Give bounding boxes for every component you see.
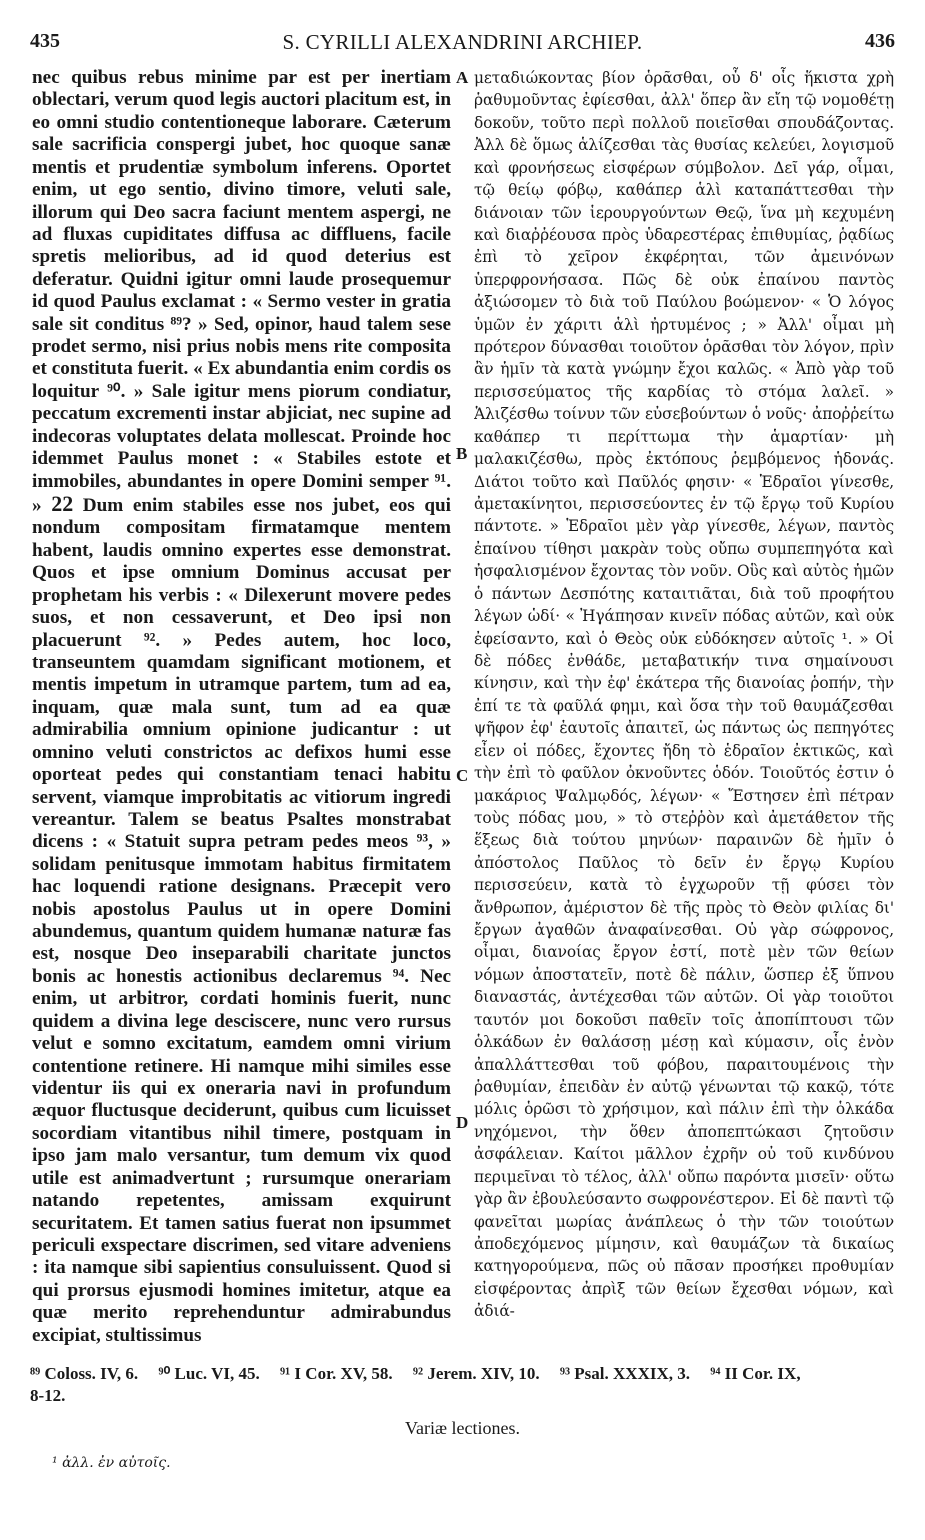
footnote: ⁹¹ I Cor. XV, 58. [279,1364,393,1383]
latin-text-2: Dum enim stabiles esse nos jubet, eos qui nondum compositam firmatamque mentem habent, laudis omnino expertes esse demonstrat. Quos et ipse omnium Dominus accusat per prophetam his verbis : « Dilexerunt movere pedes suos, et non cessaverunt, et Deo ipsi non placuerunt ⁹². » Pedes autem, hoc loco, transeuntem quamdam significant motionem, et mentis impetum in utramque partem, tum ad ea, inquam, quæ mala sunt, tum ad ea quæ admirabilia omnium opinione judicantur : ut omnino veluti constrictos ac defixos humi esse oporteat pedes qui constantiam tenaci habitu servent, viamque improbitatis ac vitiorum ingredi vereantur. Talem se beatus Psaltes monstrabat dicens : « Statuit supra petram pedes meos ⁹³, » solidam penitusque immotam habitus firmitatem hac loquendi ratione designans. Præcepit vero nobis apostolus Paulus ut in opere Domini abundemus, quantum quidem humanæ naturæ fas est, nosque Deo inseparabili charitate junctos bonis ac honestis actionibus declaremus ⁹⁴. Nec enim, ut arbitror, cordati hominis fuerit, nunc quidem a divina lege desciscere, nunc vero rursus velut e somno excitatum, eamdem omni virium contentione retinere. Hi namque mihi similes esse videntur iis qui ex oneraria navi in profundum æquor fluctusque deciderunt, quibus cum licuisset socordiam vitantibus nihil timere, postquam in ipso jam malo versantur, tum demum vix quod utile est animadvertunt ; rursumque onerariam natando repetentes, amissam exquirunt securitatem. Et tamen satius fuerat non ipsummet periculi exspectare discrimen, sed vitare adveniens : ita namque sibi sapientius consuluissent. Quod si qui prorsus ejusmodi homines imitetur, atque ea quæ merito reprehenduntur admirabundus excipiat, stultissimus [32,495,451,1346]
margin-marker-a: A [456,68,469,87]
page-number-left: 435 [30,30,60,52]
running-title: S. CYRILLI ALEXANDRINI ARCHIEP. [282,30,643,54]
latin-column [32,67,451,1360]
footnote-continuation: 8-12. [30,1386,66,1405]
margin-marker-d: D [456,1113,469,1132]
footnotes [30,1363,900,1407]
variae-heading: Variæ lectiones. [405,1418,520,1438]
page-header [0,30,925,60]
greek-text: μεταδιώκοντας βίον ὁρᾶσθαι, οὗ δ' οἷς ἥκιστα χρὴ ῥαθυμοῦντας ἐφίεσθαι, ἀλλ' ὅπερ ἂν εἴη τῷ νομοθέτῃ δοκοῦν, τοῦτο περὶ πολλοῦ ποιεῖσθαι σπουδάζοντας. Ἀλλ δὲ ὅμως ἁλίζεσθαι τὰς θυσίας κελεύει, λογισμοῦ καὶ φρονήσεως εἰσφέρων σύμβολον. Δεῖ γάρ, οἶμαι, τῷ θείῳ φόβῳ, καθάπερ ἁλὶ καταπάττεσθαι τὴν διάνοιαν τῶν ἱερουργούντων Θεῷ, ἵνα μὴ κεχυμένη καὶ διαῤῥέουσα πρὸς ὑδαρεστέρας ἐπιθυμίας, ῥᾳδίως ἐπὶ τὸ χεῖρον ἐκφέρηται, τῶν ἀμεινόνων ὑπερφρονήσασα. Πῶς δὲ οὐκ ἐπαίνου παντὸς ἀξιώσομεν τὸ διὰ τοῦ Παύλου βοώμενον· « Ὁ λόγος ὑμῶν ἐν χάριτι ἁλὶ ἠρτυμένος ; » Ἀλλ' οἶμαι μὴ πρότερον δύνασθαι τοιοῦτον ὁρᾶσθαι τὸν λόγον, πρὶν ἂν ἡμῖν τὰ κατὰ γνώμην ἔχοι καλῶς. « Ἀπὸ γὰρ τοῦ περισσεύματος τῆς καρδίας τὸ στόμα λαλεῖ. » Ἁλιζέσθω τοίνυν τῶν εὐσεβούντων ὁ νοῦς· ἀποῤῥείτω καθάπερ τι περίττωμα τὴν ἁμαρτίαν· μὴ μαλακιζέσθω, πρὸς ἐκτόπους ῥεμβόμενος ἡδονάς. Διάτοι τοῦτο καὶ Παῦλός φησιν· « Ἑδραῖοι γίνεσθε, ἀμετακίνητοι, περισσεύοντες ἐν τῷ ἔργῳ τοῦ Κυρίου πάντοτε. » Ἑδραῖοι μὲν γὰρ γίνεσθε, λέγων, παντὸς ἐπαίνου τίθησι μακρὰν τοὺς οὔπω συμπεπηγότα καὶ ἠσφαλισμένον ἔχοντας τὸν νοῦν. Οὓς καὶ αὐτὸς ἡμῶν ὁ πάντων Δεσπότης καταιτιᾶται, διὰ τοῦ προφήτου λέγων ὡδί· « Ἠγάπησαν κινεῖν πόδας αὐτῶν, καὶ οὐκ ἐφείσαντο, καὶ ὁ Θεὸς οὐκ εὐδόκησεν αὐτοῖς ¹. » Οἱ δὲ πόδες ἐνθάδε, μεταβατικήν τινα σημαίνουσι κίνησιν, καὶ τὴν ἐφ' ἑκάτερα τῆς διανοίας ῥοπήν, τὴν ἐπί τε τὰ φαῦλά φημι, καὶ ὅσα τὴν τοῦ θαυμάζεσθαι ψῆφον ἐφ' ἑαυτοῖς ἀπαιτεῖ, ὡς πάντως ὡς πεπηγότες εἶεν οἱ πόδες, ἔχοντες ἤδη τὸ ἑδραῖον ἐκτικῶς, καὶ τὴν ἐπὶ τὸ φαῦλον ὀκνοῦντες ὁδόν. Τοιοῦτός ἐστιν ὁ μακάριος Ψαλμῳδός, λέγων· « Ἔστησεν ἐπὶ πέτραν τοὺς πόδας μου, » τὸ στεῤῥὸν καὶ ἀμετάθετον τῆς ἕξεως διὰ τούτου μηνύων· παραινῶν δὲ ἡμῖν ὁ ἀπόστολος Παῦλος τὸ δεῖν ἐν ἔργῳ Κυρίου περισσεύειν, κατὰ τὸ ἐγχωροῦν τῇ φύσει τὸν ἄνθρωπον, ἀμέριστον δὲ τῆς πρὸς τὸ Θεὸν φιλίας δι' ἔργων ἀγαθῶν ἀναφαίνεσθαι. Οὐ γὰρ σώφρονος, οἶμαι, διανοίας ἔργον ἐστί, ποτὲ μὲν τῶν θείων νόμων ἀποστατεῖν, ποτὲ δὲ πάλιν, ὥσπερ ἐξ ὕπνου διαναστάς, ἀντέχεσθαι τῶν αὐτῶν. Οἱ γὰρ τοιοῦτοι ταυτόν μοι δοκοῦσι παθεῖν τοῖς ἀποπίπτουσι τῶν ὁλκάδων ἐν θαλάσσῃ μέσῃ καὶ κύμασιν, οἷς ἐνὸν ἀπαλλάττεσθαι τοῦ φόβου, παραιτουμένοις τὴν ῥαθυμίαν, ἐπειδὰν ἐν αὐτῷ γένωνται τῷ κακῷ, τότε μόλις ὁρῶσι τὸ χρήσιμον, καὶ πάλιν ἐπὶ τὴν ὁλκάδα νηχόμενοι, τὴν ὅθεν ἀποπεπτώκασι ζητοῦσιν ἀσφάλειαν. Καίτοι μᾶλλον ἐχρῆν οὐ τοῦ κινδύνου περιμεῖναι τὸ τέλος, ἀλλ' οὔπω παρόντα μισεῖν· οὕτω γὰρ ἂν ἐβουλεύσαντο σωφρονέστερον. Εἰ δὲ παντὶ τῷ φανεῖται μωρίας ἀνάπλεως ὁ τὴν τῶν τοιούτων ἀποδεχόμενος μίμησιν, καὶ θαυμάζων τὰ δικαίως κατηγορούμενα, πῶς οὐ πᾶσαν προσήκει προθυμίαν εἰσφέροντας ἀπρὶξ τῶν θείων ἔχεσθαι νόμων, καὶ ἀδιά- [474,69,894,1321]
footnote: ⁸⁹ Coloss. IV, 6. [30,1364,139,1383]
footnote: ⁹⁴ II Cor. IX, [710,1364,801,1383]
latin-text-1: nec quibus rebus minime par est per inertiam oblectari, verum quod legis auctori placitum est, in eo omni studio contentioneque laborare. Cæterum sale sacrificia conspergi jubet, hoc quoque sanæ mentis et prudentiæ symbolum inferens. Oportet enim, ut ego sentio, divino timore, veluti sale, illorum qui Deo sacra faciunt mentem aspergi, ne ad fluxas cupiditates diffusa ac diffluens, facile spretis melioribus, ad id quod deterius est deferatur. Quidni igitur omni laude prosequemur id quod Paulus exclamat : « Sermo vester in gratia sale sit conditus ⁸⁹? » Sed, opinor, haud talem sese prodet sermo, nisi prius nobis mens rite composita et constituta fuerit. « Ex abundantia enim cordis os loquitur ⁹⁰. » Sale igitur mens piorum condiatur, peccatum excrementi instar abjiciat, nec supine ad indecoras voluptates delata mollescat. Proinde hoc idemmet Paulus monet : « Stabiles estote et immobiles, abundantes in opere Domini semper ⁹¹. » [32,67,451,517]
greek-column [474,67,894,1360]
footnote: ⁹³ Psal. XXXIX, 3. [559,1364,690,1383]
margin-marker-b: B [456,444,468,463]
margin-marker-c: C [456,766,469,785]
footnote: ⁹² Jerem. XIV, 10. [412,1364,540,1383]
latin-paragraph-1 [32,67,451,1347]
page-number-right: 436 [865,30,895,52]
section-number: 22 [51,491,74,517]
footnote: ⁹⁰ Luc. VI, 45. [158,1364,260,1383]
variant-note: ¹ ἀλλ. ἐν αὐτοῖς. [52,1455,171,1471]
